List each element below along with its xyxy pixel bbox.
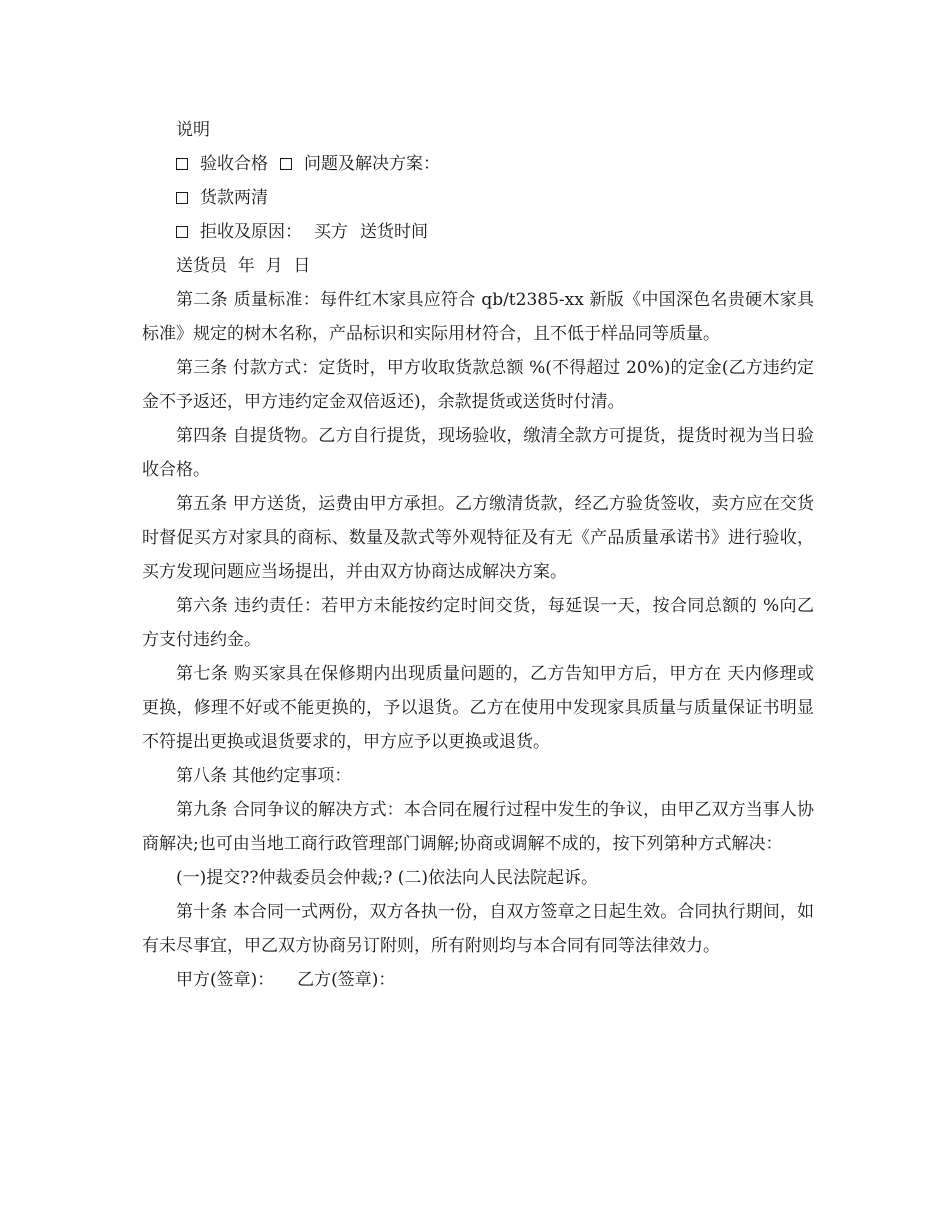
buyer-label: 买方 <box>314 222 348 242</box>
option-issue: 问题及解决方案： <box>304 154 440 174</box>
article-10: 第十条 本合同一式两份，双方各执一份，自双方签章之日起生效。合同执行期间，如有未尽事宜，甲乙双方协商另订附则，所有附则均与本合同有同等法律效力。 <box>142 902 814 956</box>
delivery-time-label: 送货时间 <box>360 222 428 242</box>
article-8: 第八条 其他约定事项： <box>176 766 352 786</box>
deliverer-line <box>142 249 814 283</box>
inspection-options-row <box>142 147 814 181</box>
rejection-option-row <box>142 215 814 249</box>
option-rejected: 拒收及原因： <box>200 222 302 242</box>
article-5: 第五条 甲方送货，运费由甲方承担。乙方缴清货款，经乙方验货签收，卖方应在交货时督促买方对家具的商标、数量及款式等外观特征及有无《产品质量承诺书》进行验收，买方发现问题应当场提出，并由双方协商达成解决方案。 <box>142 494 814 582</box>
article-2: 第二条 质量标准：每件红木家具应符合 qb/t2385-xx 新版《中国深色名贵硬木家具标准》规定的树木名称，产品标识和实际用材符合，且不低于样品同等质量。 <box>142 290 814 344</box>
issue-checkbox-icon <box>280 158 292 170</box>
document-body <box>142 113 814 997</box>
accepted-checkbox-icon <box>176 158 188 170</box>
article-4: 第四条 自提货物。乙方自行提货，现场验收，缴清全款方可提货，提货时视为当日验收合格。 <box>142 426 814 480</box>
signature-line <box>142 963 814 997</box>
party-b-signature-label: 乙方(签章)： <box>297 970 396 990</box>
note-label <box>142 113 814 147</box>
article-3: 第三条 付款方式：定货时，甲方收取货款总额 %(不得超过 20%)的定金(乙方违约定金不予返还，甲方违约定金双倍返还)，余款提货或送货时付清。 <box>142 358 814 412</box>
note-label-text: 说明 <box>176 120 210 140</box>
rejected-checkbox-icon <box>176 226 188 238</box>
payment-option-row <box>142 181 814 215</box>
option-accepted: 验收合格 <box>200 154 268 174</box>
option-paid: 货款两清 <box>200 188 268 208</box>
deliverer-date-text: 送货员 年 月 日 <box>176 256 311 276</box>
article-9: 第九条 合同争议的解决方式：本合同在履行过程中发生的争议，由甲乙双方当事人协商解决;也可由当地工商行政管理部门调解;协商或调解不成的，按下列第种方式解决： <box>142 800 814 854</box>
paid-checkbox-icon <box>176 192 188 204</box>
article-9-options: (一)提交??仲裁委员会仲裁;? (二)依法向人民法院起诉。 <box>176 868 599 888</box>
party-a-signature-label: 甲方(签章)： <box>176 970 275 990</box>
article-7: 第七条 购买家具在保修期内出现质量问题的，乙方告知甲方后，甲方在 天内修理或更换，修理不好或不能更换的，予以退货。乙方在使用中发现家具质量与质量保证书明显不符提出更换或退货要求的，甲方应予以更换或退货。 <box>142 664 814 752</box>
article-6: 第六条 违约责任：若甲方未能按约定时间交货，每延误一天，按合同总额的 %向乙方支付违约金。 <box>142 596 814 650</box>
